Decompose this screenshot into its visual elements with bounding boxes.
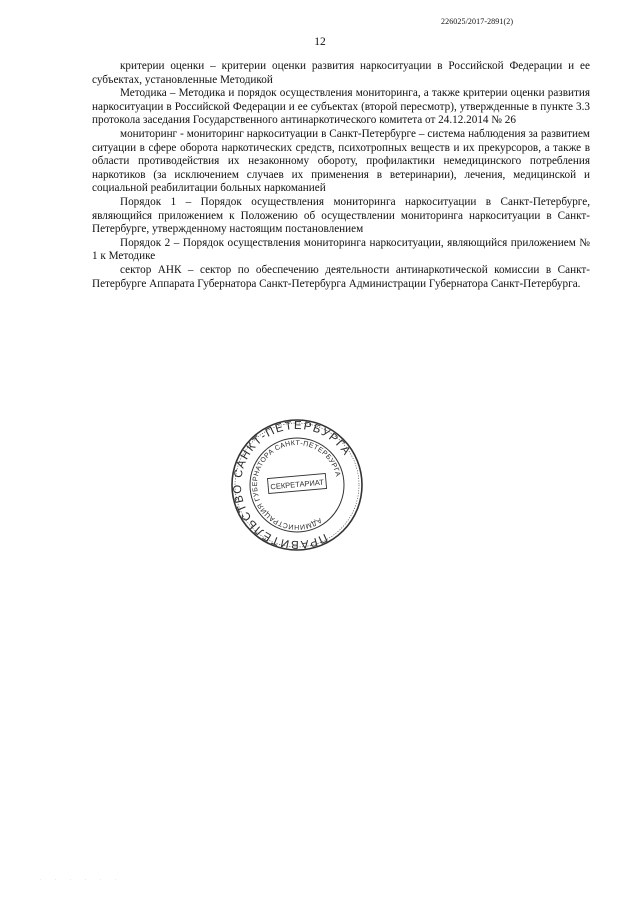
document-number: 226025/2017-2891(2) <box>441 17 514 26</box>
seal-graphic <box>230 418 364 552</box>
document-body <box>92 60 590 291</box>
scan-specks: · · · · · · <box>40 878 123 883</box>
definition-paragraph: критерии оценки – критерии оценки развития наркоситуации в Российской Федерации и ее субъектах, установленные Методикой <box>92 60 590 86</box>
seal-outer-text: ПРАВИТЕЛЬСТВО САНКТ-ПЕТЕРБУРГА <box>231 419 353 551</box>
definition-paragraph: сектор АНК – сектор по обеспечению деятельности антинаркотической комиссии в Санкт-Петербурге Аппарата Губернатора Санкт-Петербурга Администрации Губернатора Санкт-Петербурга. <box>92 263 590 290</box>
seal-center-text: СЕКРЕТАРИАТ <box>270 477 325 492</box>
definition-paragraph: мониторинг - мониторинг наркоситуации в Санкт-Петербурге – система наблюдения за развитием ситуации в сфере оборота наркотических средств, психотропных веществ и их прекурсоров, а также в области противодействия их незаконному обороту, профилактики немедицинского потребления наркотиков (за исключением случаев их применения в ветеринарии), лечения, медицинской и социальной реабилитации больных наркоманией <box>92 127 590 195</box>
definition-paragraph: Порядок 2 – Порядок осуществления мониторинга наркоситуации, являющийся приложением № 1 к Методике <box>92 236 590 263</box>
page-number: 12 <box>314 36 326 48</box>
seal-inner-text: АДМИНИСТРАЦИЯ ГУБЕРНАТОРА САНКТ-ПЕТЕРБУРГА <box>251 439 342 531</box>
definition-paragraph: Методика – Методика и порядок осуществления мониторинга, а также критерии оценки развития наркоситуации в Российской Федерации и ее субъектах (второй пересмотр), утвержденные в пункте 3.3 протокола заседания Государственного антинаркотического комитета от 24.12.2014 № 26 <box>92 87 590 127</box>
official-seal-stamp <box>230 418 364 552</box>
definition-paragraph: Порядок 1 – Порядок осуществления мониторинга наркоситуации в Санкт-Петербурге, являющийся приложением к Положению об осуществлении мониторинга наркоситуации в Санкт-Петербурге, утвержденному настоящим постановлением <box>92 195 590 236</box>
